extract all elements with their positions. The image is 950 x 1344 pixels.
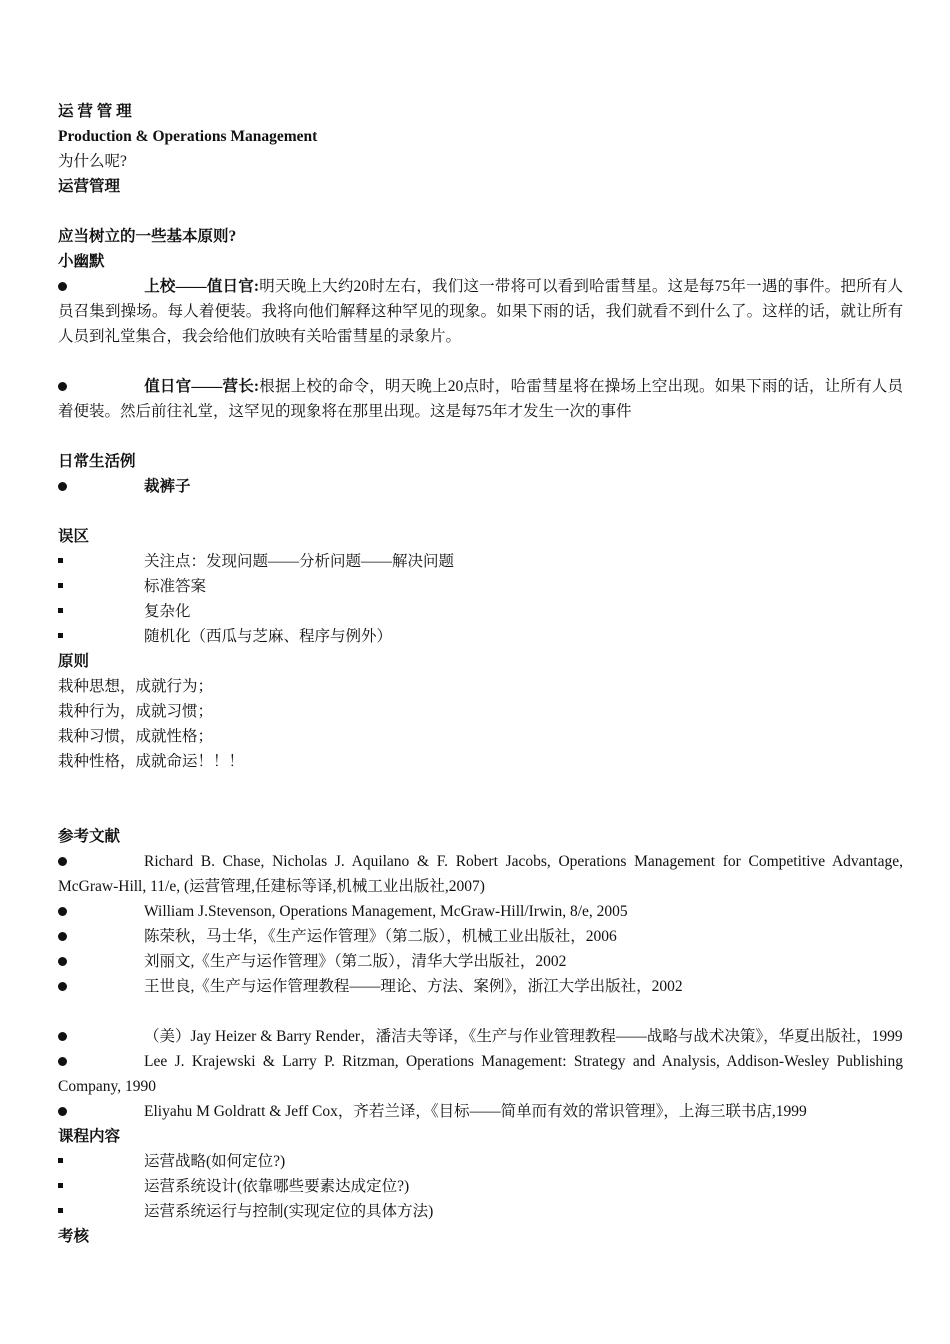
document-page [58,99,903,1249]
principle-line: 栽种性格，成就命运！！！ [58,753,245,770]
principle-line: 栽种行为，成就习惯； [58,703,214,720]
bullet-dot-icon [58,1032,67,1041]
humor-item-2 [58,374,903,424]
reference-item: Richard B. Chase, Nicholas J. Aquilano & F. Robert Jacobs, Operations Management for Competitive Advantage, McGraw-Hill, 11/e, (运营管理,任建标等译,机械工业出版社,2007) [58,853,903,895]
spacer [58,424,903,449]
principle-line: 栽种思想，成就行为； [58,678,214,695]
humor-item-lead: 值日官——营长: [144,378,260,395]
bullet-dot-icon [58,907,67,916]
bullet-dot-icon [58,482,67,491]
course-item: 运营系统运行与控制(实现定位的具体方法) [58,1199,903,1224]
bullet-square-icon [58,1158,63,1163]
bullet-dot-icon [58,932,67,941]
principles-heading: 原则 [58,653,90,670]
reference-item: Lee J. Krajewski & Larry P. Ritzman, Operations Management: Strategy and Analysis, Addison-Wesley Publishing Company, 1990 [58,1053,903,1095]
mistake-item: 复杂化 [58,599,903,624]
daily-item: 裁裤子 [58,474,903,499]
course-item: 运营系统设计(依靠哪些要素达成定位?) [58,1174,903,1199]
bullet-dot-icon [58,857,67,866]
humor-item-text: 根据上校的命令，明天晚上20点时，哈雷彗星将在操场上空出现。如果下雨的话，让所有人员着便装。然后前往礼堂，这罕见的现象将在那里出现。这是每75年才发生一次的事件 [58,378,903,420]
references-heading: 参考文献 [58,828,121,845]
bullet-square-icon [58,1183,63,1188]
subtitle: 运营管理 [58,178,121,195]
reference-item: （美）Jay Heizer & Barry Render，潘洁夫等译，《生产与作业管理教程——战略与战术决策》，华夏出版社，1999 [58,1024,903,1049]
course-item: 运营战略(如何定位?) [58,1149,903,1174]
spacer [58,349,903,374]
bullet-square-icon [58,1208,63,1213]
bullet-dot-icon [58,282,67,291]
reference-item: 刘丽文,《生产与运作管理》（第二版），清华大学出版社，2002 [58,949,903,974]
exam-heading: 考核 [58,1228,90,1245]
humor-item-1 [58,274,903,349]
title-cn: 运 营 管 理 [58,103,132,120]
bullet-square-icon [58,583,63,588]
reference-item: William J.Stevenson, Operations Management, McGraw-Hill/Irwin, 8/e, 2005 [58,899,903,924]
spacer [58,199,903,224]
bullet-dot-icon [58,1107,67,1116]
daily-heading: 日常生活例 [58,453,136,470]
spacer [58,774,903,799]
spacer [58,999,903,1024]
bullet-dot-icon [58,382,67,391]
bullet-square-icon [58,608,63,613]
mistake-item: 随机化（西瓜与芝麻、程序与例外） [58,624,903,649]
mistake-item: 关注点：发现问题——分析问题——解决问题 [58,549,903,574]
principles-question: 应当树立的一些基本原则? [58,228,237,245]
mistakes-heading: 误区 [58,528,90,545]
principle-line: 栽种习惯，成就性格； [58,728,214,745]
reference-item: Eliyahu M Goldratt & Jeff Cox，齐若兰译，《目标——简单而有效的常识管理》，上海三联书店,1999 [58,1099,903,1124]
humor-heading: 小幽默 [58,253,105,270]
title-en: Production & Operations Management [58,128,318,145]
spacer [58,799,903,824]
reference-item: 王世良,《生产与运作管理教程——理论、方法、案例》，浙江大学出版社，2002 [58,974,903,999]
humor-item-text: 明天晚上大约20时左右，我们这一带将可以看到哈雷彗星。这是每75年一遇的事件。把所有人员召集到操场。每人着便装。我将向他们解释这种罕见的现象。如果下雨的话，我们就看不到什么了。这样的话，就让所有人员到礼堂集合，我会给他们放映有关哈雷彗星的录象片。 [58,278,903,345]
course-heading: 课程内容 [58,1128,121,1145]
humor-item-lead: 上校——值日官: [144,278,260,295]
bullet-dot-icon [58,982,67,991]
bullet-dot-icon [58,1057,67,1066]
mistake-item: 标准答案 [58,574,903,599]
bullet-square-icon [58,558,63,563]
spacer [58,499,903,524]
why-line: 为什么呢? [58,153,127,170]
bullet-square-icon [58,633,63,638]
bullet-dot-icon [58,957,67,966]
reference-item: 陈荣秋，马士华，《生产运作管理》（第二版），机械工业出版社，2006 [58,924,903,949]
